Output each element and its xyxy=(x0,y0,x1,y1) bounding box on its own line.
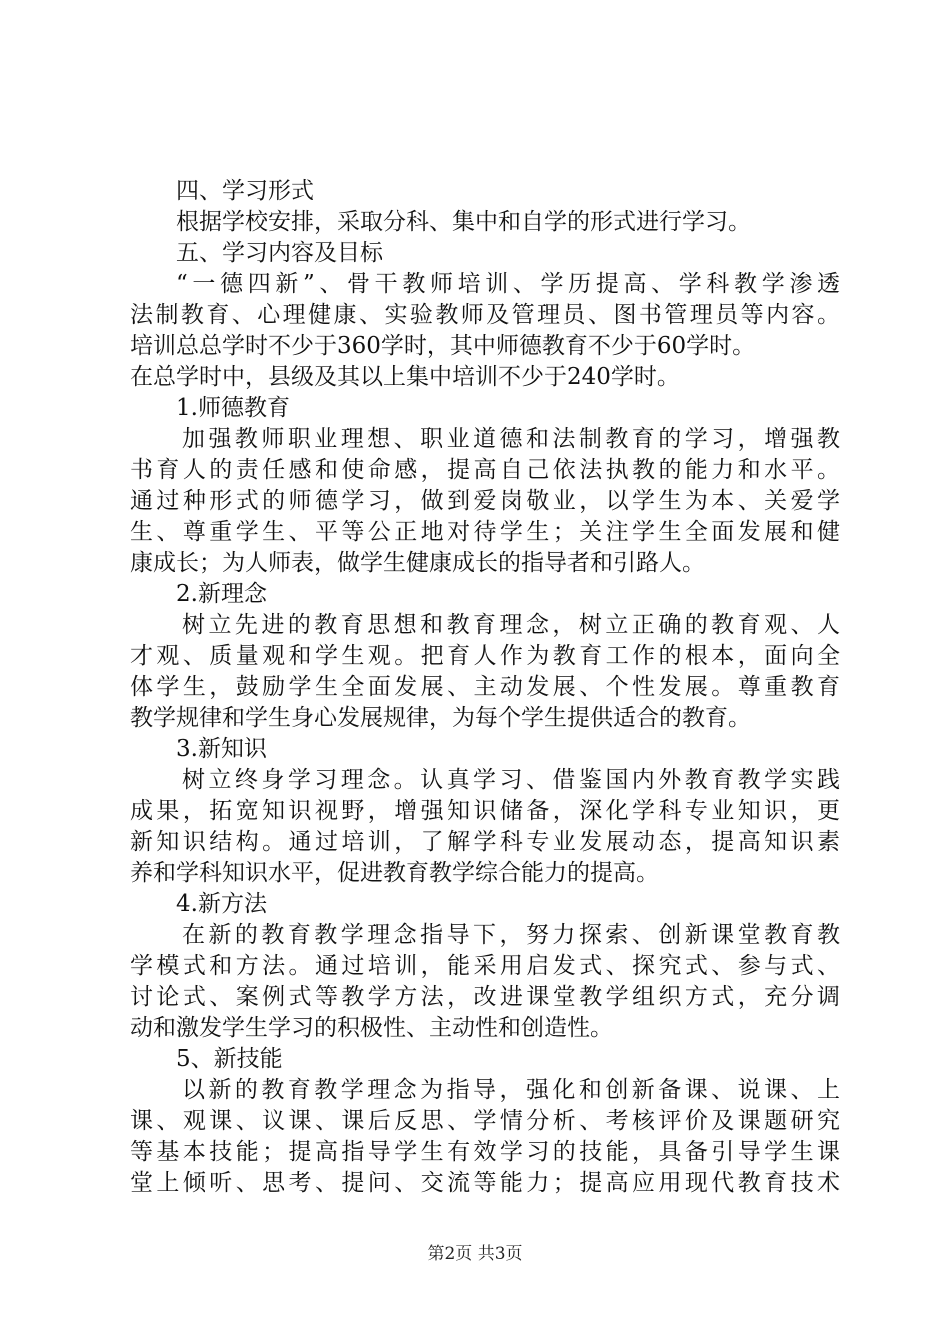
text-line: 才观、质量观和学生观。把育人作为教育工作的根本，面向全 xyxy=(130,643,840,669)
text-line: 讨论式、案例式等教学方法，改进课堂教学组织方式，充分调 xyxy=(130,984,840,1010)
text-line: 3.新知识 xyxy=(176,736,267,762)
text-line: 5、新技能 xyxy=(176,1046,283,1072)
text-line: 成果，拓宽知识视野，增强知识储备，深化学科专业知识，更 xyxy=(130,798,840,824)
text-line: 等基本技能；提高指导学生有效学习的技能，具备引导学生课 xyxy=(130,1139,840,1165)
text-line: 通过种形式的师德学习，做到爱岗敬业，以学生为本、关爱学 xyxy=(130,488,840,514)
text-line: “一德四新”、骨干教师培训、学历提高、学科教学渗透 xyxy=(176,271,840,297)
text-line: 教学规律和学生身心发展规律，为每个学生提供适合的教育。 xyxy=(130,705,751,731)
text-line: 培训总总学时不少于360学时，其中师德教育不少于60学时。 xyxy=(130,333,756,359)
text-line: 法制教育、心理健康、实验教师及管理员、图书管理员等内容。 xyxy=(130,302,840,328)
text-line: 课、观课、议课、课后反思、学情分析、考核评价及课题研究 xyxy=(130,1108,840,1134)
text-line: 4.新方法 xyxy=(176,891,267,917)
text-line: 加强教师职业理想、职业道德和法制教育的学习，增强教 xyxy=(182,426,840,452)
text-line: 动和激发学生学习的积极性、主动性和创造性。 xyxy=(130,1015,613,1041)
text-line: 以新的教育教学理念为指导，强化和创新备课、说课、上 xyxy=(182,1077,840,1103)
text-line: 书育人的责任感和使命感，提高自己依法执教的能力和水平。 xyxy=(130,457,840,483)
text-line: 五、学习内容及目标 xyxy=(176,240,383,266)
text-line: 1.师德教育 xyxy=(176,395,290,421)
text-line: 生、尊重学生、平等公正地对待学生；关注学生全面发展和健 xyxy=(130,519,840,545)
text-line: 树立先进的教育思想和教育理念，树立正确的教育观、人 xyxy=(182,612,840,638)
text-line: 康成长；为人师表，做学生健康成长的指导者和引路人。 xyxy=(130,550,705,576)
text-line: 在总学时中，县级及其以上集中培训不少于240学时。 xyxy=(130,364,680,390)
text-line: 体学生，鼓励学生全面发展、主动发展、个性发展。尊重教育 xyxy=(130,674,840,700)
text-line: 四、学习形式 xyxy=(176,178,314,204)
document-body xyxy=(130,176,840,1199)
text-line: 树立终身学习理念。认真学习、借鉴国内外教育教学实践 xyxy=(182,767,840,793)
text-line: 2.新理念 xyxy=(176,581,267,607)
text-line: 养和学科知识水平，促进教育教学综合能力的提高。 xyxy=(130,860,659,886)
text-line: 根据学校安排，采取分科、集中和自学的形式进行学习。 xyxy=(176,209,751,235)
page-footer: 第2页 共3页 xyxy=(427,1244,523,1264)
text-line: 学模式和方法。通过培训，能采用启发式、探究式、参与式、 xyxy=(130,953,840,979)
text-line: 在新的教育教学理念指导下，努力探索、创新课堂教育教 xyxy=(182,922,840,948)
text-line: 堂上倾听、思考、提问、交流等能力；提高应用现代教育技术 xyxy=(130,1170,840,1196)
text-line: 新知识结构。通过培训，了解学科专业发展动态，提高知识素 xyxy=(130,829,840,855)
